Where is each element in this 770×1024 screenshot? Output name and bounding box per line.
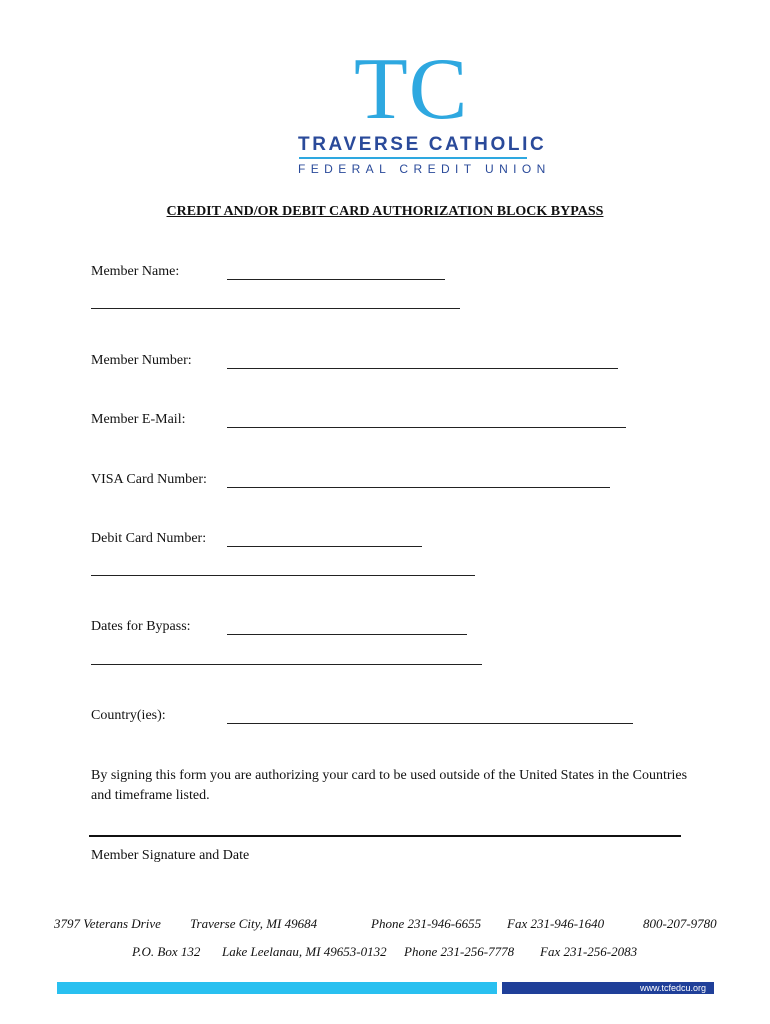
footer-fax-2: Fax 231-256-2083 [540,944,638,959]
authorization-notice: By signing this form you are authorizing your card to be used outside of the United States in the Countries and timeframe listed. [91,768,688,803]
footer-phone-1: Phone 231-946-6655 [371,916,482,931]
footer-fax-1: Fax 231-946-1640 [507,916,605,931]
logo-name-line2: FEDERAL CREDIT UNION [298,162,551,176]
footer-city-2: Lake Leelanau, MI 49653-0132 [222,944,387,959]
logo-name-line1: TRAVERSE CATHOLIC [298,134,547,155]
footer-tollfree: 800-207-9780 [643,916,717,931]
member-number-label: Member Number: [91,353,192,368]
footer-bar-light [57,982,497,994]
debit-card-number-field-continued[interactable] [91,575,475,576]
footer-bar-dark [502,982,714,994]
debit-card-number-label: Debit Card Number: [91,531,207,546]
member-number-field[interactable] [227,368,618,369]
member-name-field-continued[interactable] [91,308,460,309]
dates-for-bypass-field-continued[interactable] [91,664,482,665]
logo-mark: TC [354,41,469,138]
visa-card-number-label: VISA Card Number: [91,472,207,487]
debit-card-number-field[interactable] [227,546,422,547]
countries-label: Country(ies): [91,708,166,723]
dates-for-bypass-label: Dates for Bypass: [91,619,191,634]
signature-label: Member Signature and Date [91,848,250,863]
signature-line[interactable] [89,835,681,837]
member-email-field[interactable] [227,427,626,428]
form-title: CREDIT AND/OR DEBIT CARD AUTHORIZATION BLOCK BYPASS [166,204,604,219]
member-email-label: Member E-Mail: [91,412,186,427]
dates-for-bypass-field[interactable] [227,634,467,635]
website-link[interactable]: www.tcfedcu.org [639,983,706,993]
footer-address-2: P.O. Box 132 [132,944,201,959]
countries-field[interactable] [227,723,633,724]
footer-address-1: 3797 Veterans Drive [54,916,161,931]
member-name-field[interactable] [227,279,445,280]
visa-card-number-field[interactable] [227,487,610,488]
logo-divider [299,157,527,159]
footer-city-1: Traverse City, MI 49684 [190,916,318,931]
member-name-label: Member Name: [91,264,180,279]
footer-phone-2: Phone 231-256-7778 [404,944,515,959]
